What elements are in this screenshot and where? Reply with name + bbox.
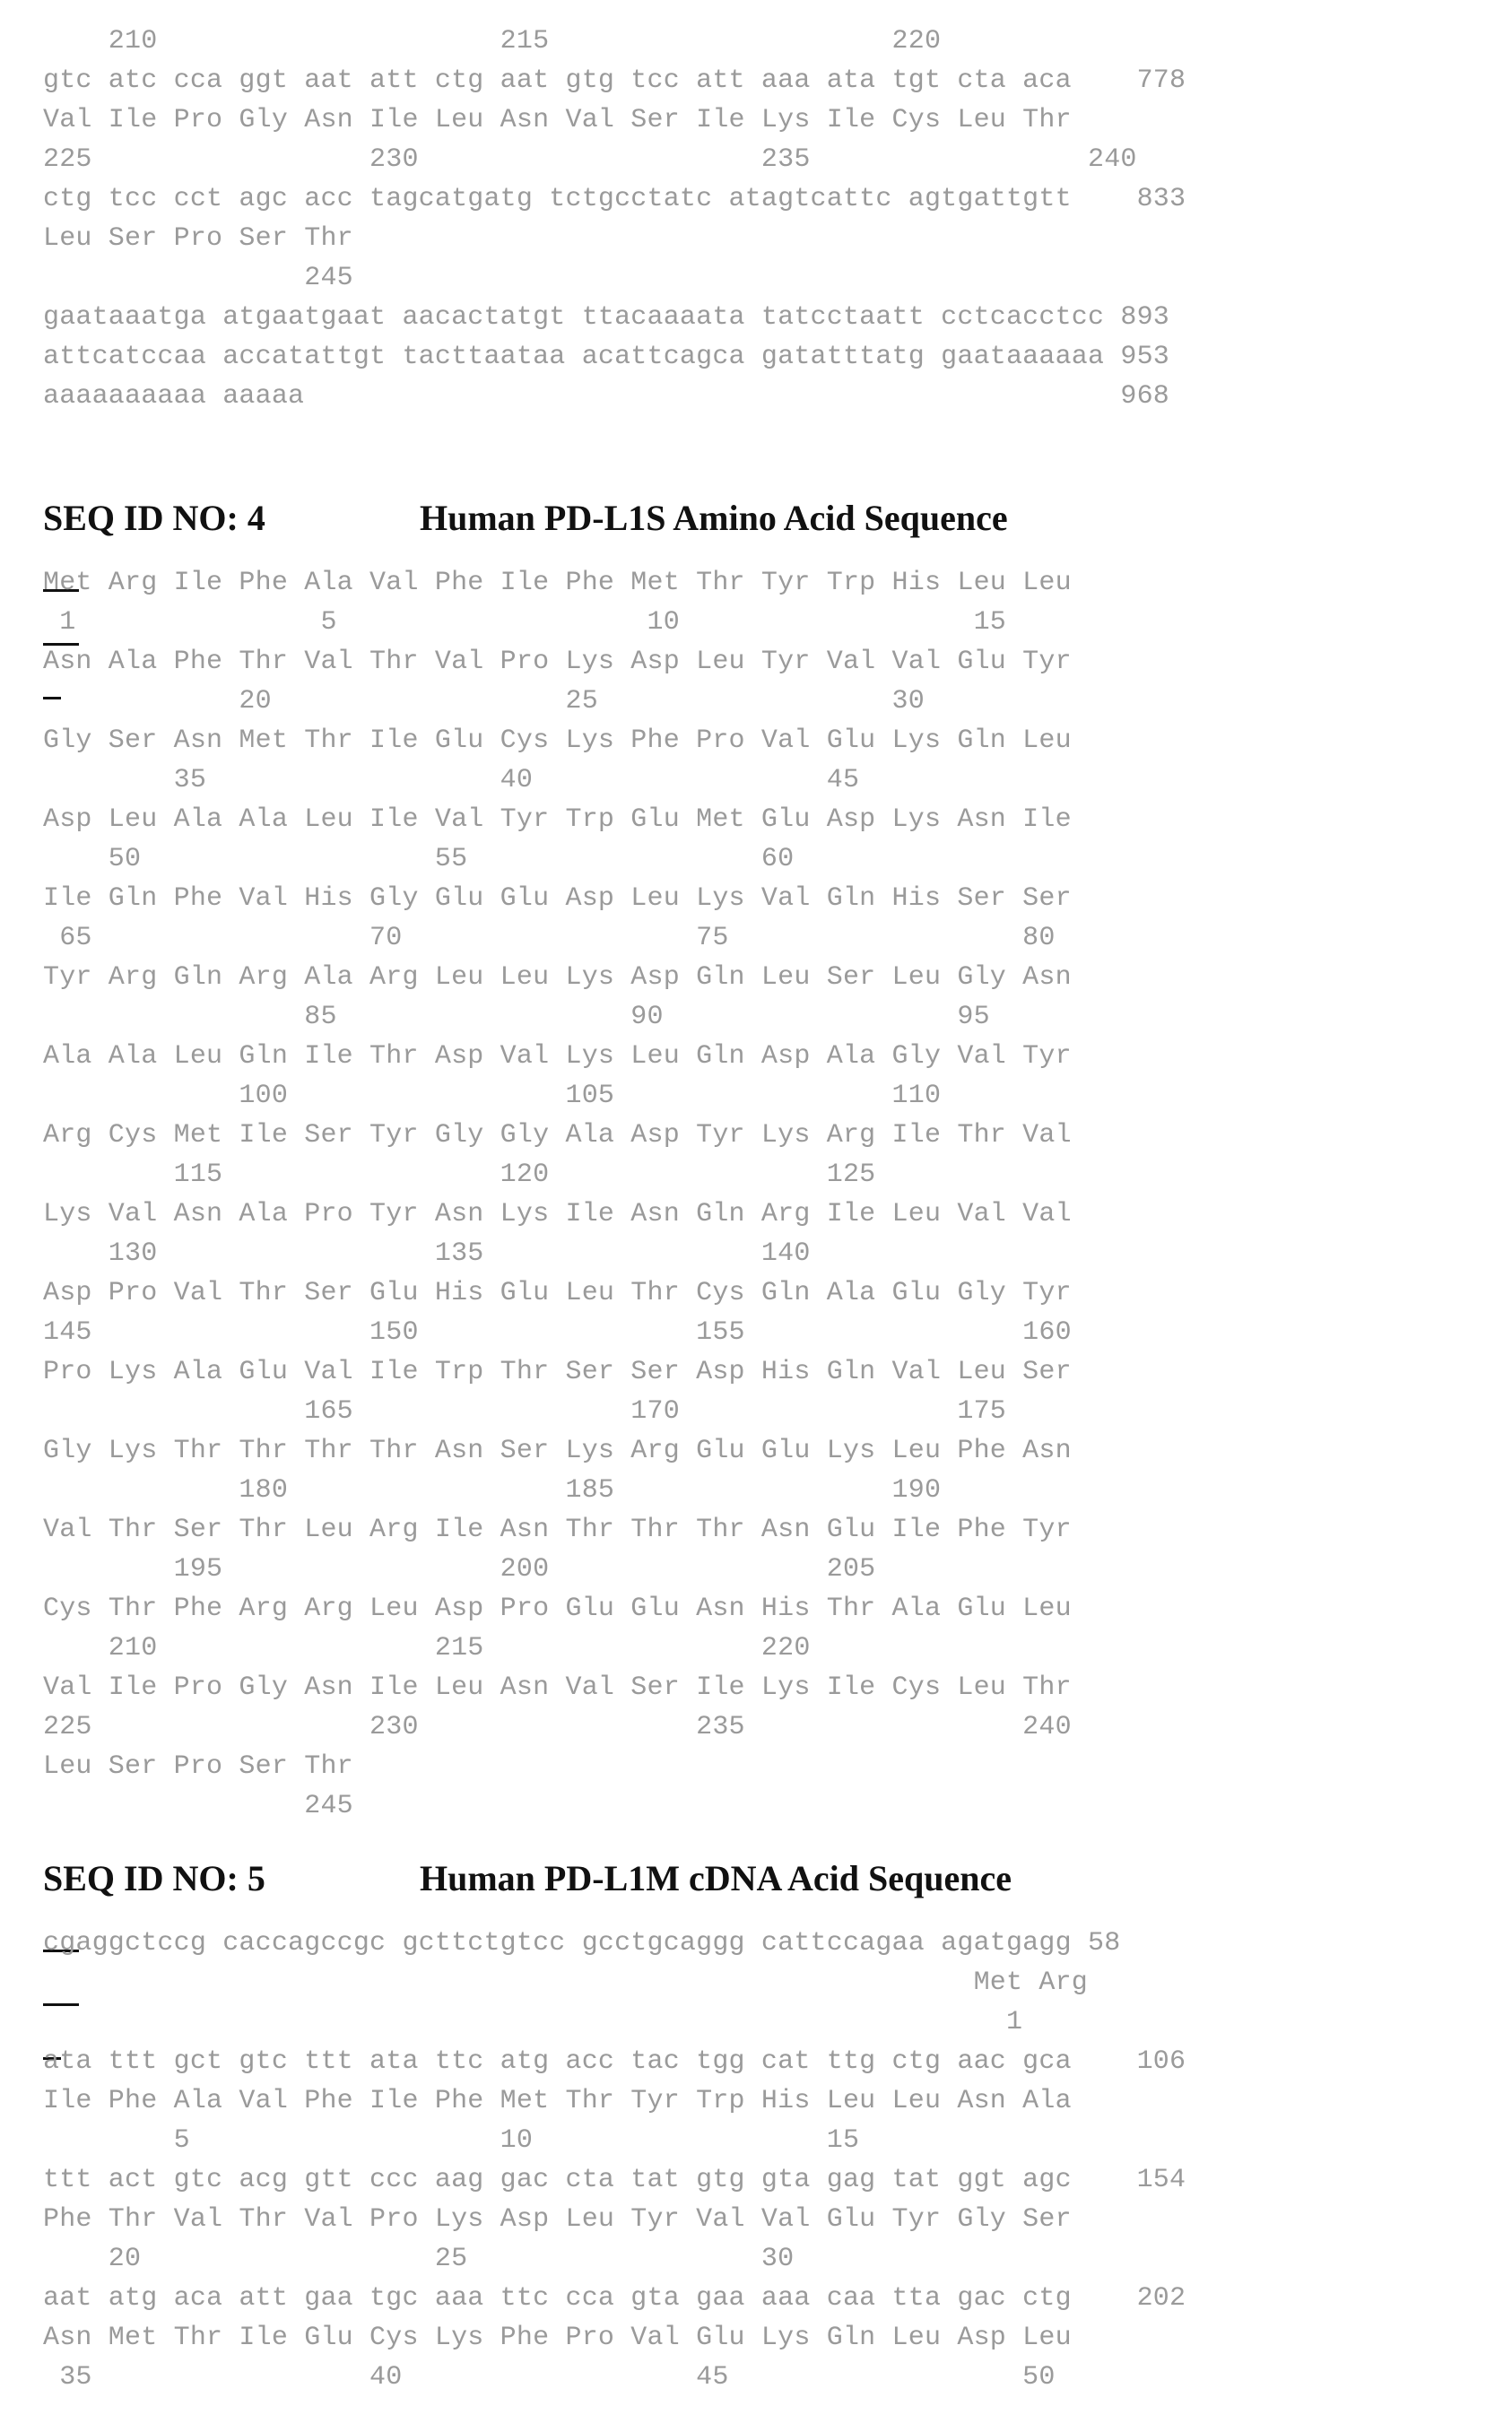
sequence-line: Asp Leu Ala Ala Leu Ile Val Tyr Trp Glu Met Glu Asp Lys Asn Ile bbox=[43, 800, 1496, 839]
sequence-line: Leu Ser Pro Ser Thr bbox=[43, 1747, 1496, 1786]
sequence-line: 245 bbox=[43, 1786, 1496, 1826]
sequence-line: Ile Gln Phe Val His Gly Glu Glu Asp Leu Lys Val Gln His Ser Ser bbox=[43, 879, 1496, 918]
patent-sequence-page bbox=[0, 0, 1512, 2432]
sequence-line: Ile Phe Ala Val Phe Ile Phe Met Thr Tyr Trp His Leu Leu Asn Ala bbox=[43, 2081, 1496, 2121]
sequence-line: aat atg aca att gaa tgc aaa ttc cca gta gaa aaa caa tta gac ctg 202 bbox=[43, 2279, 1496, 2318]
sequence-line: Cys Thr Phe Arg Arg Leu Asp Pro Glu Glu Asn His Thr Ala Glu Leu bbox=[43, 1589, 1496, 1629]
sequence-line: 35 40 45 50 bbox=[43, 2358, 1496, 2397]
sequence-line: Leu Ser Pro Ser Thr bbox=[43, 219, 1496, 258]
sequence-continuation-block bbox=[43, 22, 1496, 416]
sequence-line: aaaaaaaaaa aaaaa 968 bbox=[43, 377, 1496, 416]
sequence-line: Lys Val Asn Ala Pro Tyr Asn Lys Ile Asn Gln Arg Ile Leu Val Val bbox=[43, 1194, 1496, 1234]
sequence-line: Tyr Arg Gln Arg Ala Arg Leu Leu Lys Asp Gln Leu Ser Leu Gly Asn bbox=[43, 958, 1496, 997]
seq-id-4-label: SEQ ID NO: 4 bbox=[43, 491, 265, 545]
seq-id-5-heading bbox=[43, 1852, 1101, 1906]
sequence-line: 210 215 220 bbox=[43, 22, 1496, 61]
sequence-line: 1 bbox=[43, 2002, 1496, 2042]
sequence-line: 65 70 75 80 bbox=[43, 918, 1496, 958]
sequence-line: 210 215 220 bbox=[43, 1629, 1496, 1668]
sequence-line: attcatccaa accatattgt tacttaataa acattcagca gatatttatg gaataaaaaa 953 bbox=[43, 337, 1496, 377]
sequence-line: Gly Lys Thr Thr Thr Thr Asn Ser Lys Arg Glu Glu Lys Leu Phe Asn bbox=[43, 1431, 1496, 1471]
sequence-line: 115 120 125 bbox=[43, 1155, 1496, 1194]
seq-id-4-title: Human PD-L1S Amino Acid Sequence bbox=[420, 491, 1008, 545]
sequence-line: gaataaatga atgaatgaat aacactatgt ttacaaaata tatcctaatt cctcacctcc 893 bbox=[43, 298, 1496, 337]
seq-id-4-sequence bbox=[43, 563, 1496, 1826]
sequence-line: 35 40 45 bbox=[43, 760, 1496, 800]
sequence-line: gtc atc cca ggt aat att ctg aat gtg tcc att aaa ata tgt cta aca 778 bbox=[43, 61, 1496, 100]
sequence-line: 100 105 110 bbox=[43, 1076, 1496, 1116]
sequence-line: 85 90 95 bbox=[43, 997, 1496, 1037]
sequence-line: 20 25 30 bbox=[43, 682, 1496, 721]
sequence-line: Ala Ala Leu Gln Ile Thr Asp Val Lys Leu Gln Asp Ala Gly Val Tyr bbox=[43, 1037, 1496, 1076]
sequence-line: 1 5 10 15 bbox=[43, 603, 1496, 642]
sequence-line: 195 200 205 bbox=[43, 1550, 1496, 1589]
sequence-line: Asn Ala Phe Thr Val Thr Val Pro Lys Asp Leu Tyr Val Val Glu Tyr bbox=[43, 642, 1496, 682]
sequence-line: 130 135 140 bbox=[43, 1234, 1496, 1273]
sequence-line: 5 10 15 bbox=[43, 2121, 1496, 2160]
seq-id-4-heading bbox=[43, 491, 1101, 545]
sequence-line: ttt act gtc acg gtt ccc aag gac cta tat gtg gta gag tat ggt agc 154 bbox=[43, 2160, 1496, 2200]
sequence-line: Asp Pro Val Thr Ser Glu His Glu Leu Thr Cys Gln Ala Glu Gly Tyr bbox=[43, 1273, 1496, 1313]
sequence-line: Phe Thr Val Thr Val Pro Lys Asp Leu Tyr Val Val Glu Tyr Gly Ser bbox=[43, 2200, 1496, 2239]
sequence-line: 225 230 235 240 bbox=[43, 1707, 1496, 1747]
sequence-line: 225 230 235 240 bbox=[43, 140, 1496, 179]
sequence-line: Gly Ser Asn Met Thr Ile Glu Cys Lys Phe Pro Val Glu Lys Gln Leu bbox=[43, 721, 1496, 760]
sequence-line: 245 bbox=[43, 258, 1496, 298]
sequence-line: Val Ile Pro Gly Asn Ile Leu Asn Val Ser Ile Lys Ile Cys Leu Thr bbox=[43, 100, 1496, 140]
sequence-line: 50 55 60 bbox=[43, 839, 1496, 879]
sequence-line: Asn Met Thr Ile Glu Cys Lys Phe Pro Val Glu Lys Gln Leu Asp Leu bbox=[43, 2318, 1496, 2358]
sequence-line: Val Thr Ser Thr Leu Arg Ile Asn Thr Thr Thr Asn Glu Ile Phe Tyr bbox=[43, 1510, 1496, 1550]
sequence-line: ata ttt gct gtc ttt ata ttc atg acc tac tgg cat ttg ctg aac gca 106 bbox=[43, 2042, 1496, 2081]
sequence-line: 165 170 175 bbox=[43, 1392, 1496, 1431]
sequence-line: Met Arg Ile Phe Ala Val Phe Ile Phe Met Thr Tyr Trp His Leu Leu bbox=[43, 563, 1496, 603]
seq-id-5-title: Human PD-L1M cDNA Acid Sequence bbox=[420, 1852, 1012, 1906]
sequence-line: Met Arg bbox=[43, 1963, 1496, 2002]
sequence-line: 180 185 190 bbox=[43, 1471, 1496, 1510]
sequence-line: Val Ile Pro Gly Asn Ile Leu Asn Val Ser Ile Lys Ile Cys Leu Thr bbox=[43, 1668, 1496, 1707]
sequence-line: 145 150 155 160 bbox=[43, 1313, 1496, 1352]
sequence-line: Arg Cys Met Ile Ser Tyr Gly Gly Ala Asp Tyr Lys Arg Ile Thr Val bbox=[43, 1116, 1496, 1155]
seq-id-5-label: SEQ ID NO: 5 bbox=[43, 1852, 265, 1906]
seq-id-5-sequence bbox=[43, 1924, 1496, 2397]
sequence-line: ctg tcc cct agc acc tagcatgatg tctgcctatc atagtcattc agtgattgtt 833 bbox=[43, 179, 1496, 219]
sequence-line: Pro Lys Ala Glu Val Ile Trp Thr Ser Ser Asp His Gln Val Leu Ser bbox=[43, 1352, 1496, 1392]
sequence-line: cgaggctccg caccagccgc gcttctgtcc gcctgcaggg cattccagaa agatgagg 58 bbox=[43, 1924, 1496, 1963]
sequence-line: 20 25 30 bbox=[43, 2239, 1496, 2279]
